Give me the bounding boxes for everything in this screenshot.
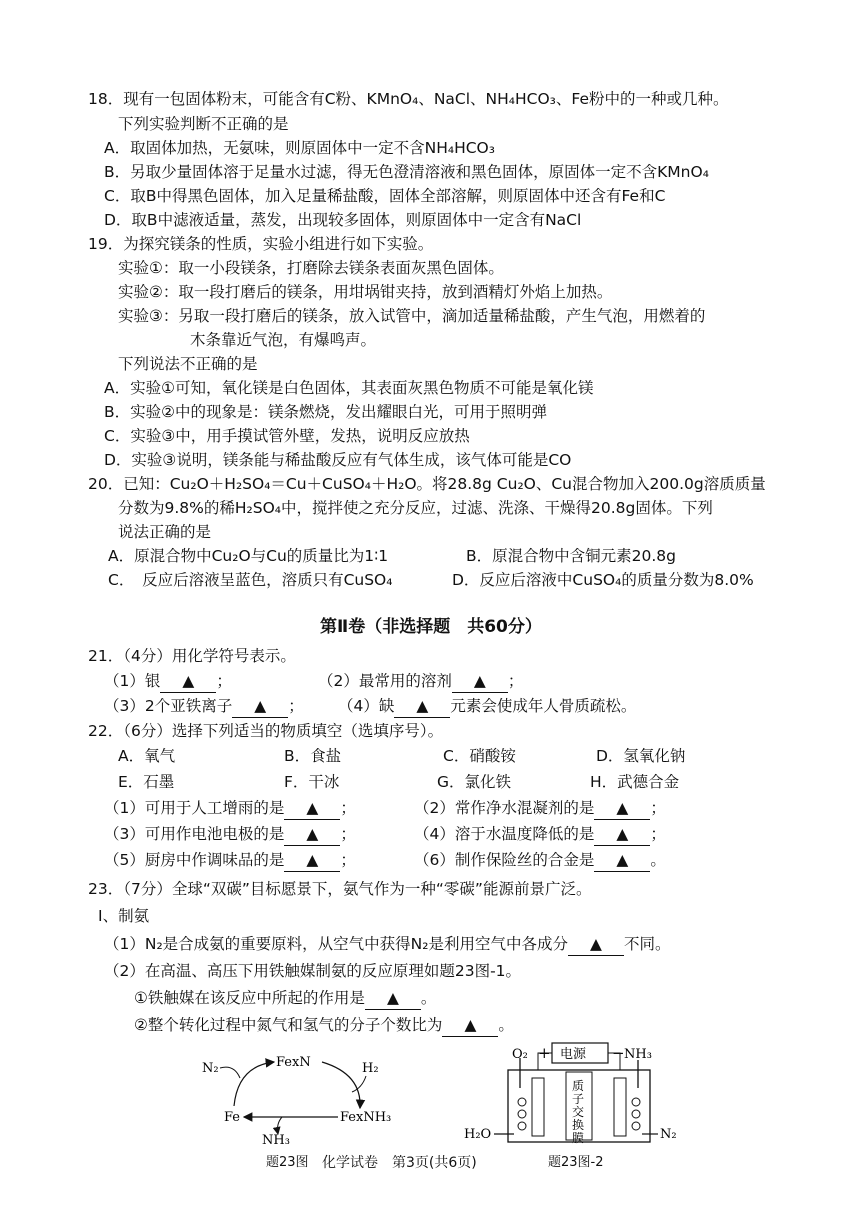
figure-23-1-caption: 题23图 <box>266 1155 309 1170</box>
q22-part-5: （5）厨房中作调味品的是 ▲ ； <box>104 849 356 872</box>
q23-part-2: （2）在高温、高压下用铁触媒制氨的反应原理如题23图-1。 <box>104 962 522 980</box>
q19-option-c: C．实验③中，用手摸试管外壁，发热，说明反应放热 <box>104 427 470 445</box>
q20-stem-2: 分数为9.8%的稀H₂SO₄中，搅拌使之充分反应，过滤、洗涤、干燥得20.8g固体。下列 <box>118 499 713 517</box>
answer-blank[interactable]: ▲ <box>594 823 650 846</box>
q22-part-6: （6）制作保险丝的合金是 ▲ 。 <box>414 849 666 872</box>
q18-option-c: C．取B中得黑色固体，加入足量稀盐酸，固体全部溶解，则原固体中还含有Fe和C <box>104 187 666 205</box>
q21-part-2: （2）最常用的溶剂 ▲ ； <box>318 670 523 693</box>
q23-part-1: （1）N₂是合成氨的重要原料，从空气中获得N₂是利用空气中各成分 ▲ 不同。 <box>104 933 671 956</box>
q19-exp3-cont: 木条靠近气泡，有爆鸣声。 <box>190 331 377 349</box>
q23-part-2-2: ②整个转化过程中氮气和氢气的分子个数比为 ▲ 。 <box>134 1014 514 1037</box>
answer-blank[interactable]: ▲ <box>284 849 340 872</box>
answer-blank[interactable]: ▲ <box>594 797 650 820</box>
q18-stem: 18．现有一包固体粉末，可能含有C粉、KMnO₄、NaCl、NH₄HCO₃、Fe粉中的一种或几种。 <box>88 90 729 108</box>
anode <box>532 1078 544 1136</box>
bubble <box>632 1110 640 1118</box>
q22-option: F．干冰 <box>284 773 340 791</box>
bubble <box>632 1098 640 1106</box>
membrane-char: 子 <box>572 1092 585 1106</box>
nh3-out-arrow <box>278 1117 283 1134</box>
q19-exp3: 实验③：另取一段打磨后的镁条，放入试管中，滴加适量稀盐酸，产生气泡，用燃着的 <box>118 307 706 325</box>
cathode <box>614 1078 626 1136</box>
nh3-label: NH₃ <box>262 1133 290 1148</box>
answer-blank[interactable]: ▲ <box>365 987 421 1010</box>
bubble <box>632 1122 640 1130</box>
q22-option: C．硝酸铵 <box>443 747 516 765</box>
section-heading: 第Ⅱ卷（非选择题 共60分） <box>320 617 542 637</box>
membrane-char: 膜 <box>572 1131 585 1145</box>
power-supply-label: 电源 <box>560 1047 587 1062</box>
q23-part-2-1: ①铁触媒在该反应中所起的作用是 ▲ 。 <box>134 987 436 1010</box>
q19-option-d: D．实验③说明，镁条能与稀盐酸反应有气体生成，该气体可能是CO <box>104 451 572 469</box>
membrane-char: 换 <box>572 1118 585 1132</box>
q19-option-a: A．实验①可知，氧化镁是白色固体，其表面灰黑色物质不可能是氧化镁 <box>104 379 594 397</box>
q21-stem: 21．（4分）用化学符号表示。 <box>88 647 296 665</box>
fexnh3-label: FexNH₃ <box>340 1110 392 1125</box>
bubble <box>518 1110 526 1118</box>
q18-option-d: D．取B中滤液适量，蒸发，出现较多固体，则原固体中一定含有NaCl <box>104 211 582 229</box>
cycle-arrow-2 <box>322 1062 360 1108</box>
q21-part-1: （1）银 ▲ ； <box>104 670 232 693</box>
fexn-label: FexN <box>276 1055 311 1070</box>
q22-option: A．氧气 <box>118 747 176 765</box>
q20-option-b: B．原混合物中含铜元素20.8g <box>466 547 676 565</box>
plus-sign: + <box>538 1044 551 1062</box>
q19-exp2: 实验②：取一段打磨后的镁条，用坩埚钳夹持，放到酒精灯外焰上加热。 <box>118 283 613 301</box>
q22-option: G．氯化铁 <box>437 773 512 791</box>
q22-option: E．石墨 <box>118 773 175 791</box>
cycle-arrow-1 <box>234 1062 274 1106</box>
h2-label: H₂ <box>362 1061 379 1076</box>
q21-part-3: （3）2个亚铁离子 ▲ ； <box>104 695 304 718</box>
answer-blank[interactable]: ▲ <box>284 823 340 846</box>
q22-part-4: （4）溶于水温度降低的是 ▲ ； <box>414 823 666 846</box>
n2-label: N₂ <box>202 1061 219 1076</box>
q20-option-c: C． 反应后溶液呈蓝色，溶质只有CuSO₄ <box>108 571 393 589</box>
q22-option: H．武德合金 <box>590 773 680 791</box>
q21-part-4: （4）缺 ▲ 元素会使成年人骨质疏松。 <box>338 695 636 718</box>
h2o-label: H₂O <box>464 1127 492 1142</box>
q23-stem: 23．（7分）全球“双碳”目标愿景下，氨气作为一种“零碳”能源前景广泛。 <box>88 880 592 898</box>
q19-exp1: 实验①：取一小段镁条，打磨除去镁条表面灰黑色固体。 <box>118 259 504 277</box>
q19-stem: 19．为探究镁条的性质，实验小组进行如下实验。 <box>88 235 434 253</box>
n2-label: N₂ <box>660 1127 677 1142</box>
q19-option-b: B．实验②中的现象是：镁条燃烧，发出耀眼白光，可用于照明弹 <box>104 403 548 421</box>
q20-stem: 20．已知：Cu₂O＋H₂SO₄＝Cu＋CuSO₄＋H₂O。将28.8g Cu₂O、Cu混合物加入200.0g溶质质量 <box>88 475 766 493</box>
answer-blank[interactable]: ▲ <box>232 695 288 718</box>
answer-blank[interactable]: ▲ <box>442 1014 498 1037</box>
membrane-char: 交 <box>572 1105 585 1119</box>
q20-option-a: A．原混合物中Cu₂O与Cu的质量比为1∶1 <box>108 547 389 565</box>
minus-sign: − <box>612 1044 625 1062</box>
bubble <box>518 1098 526 1106</box>
q23-part-heading: Ⅰ、制氨 <box>98 907 150 925</box>
q22-option: B．食盐 <box>284 747 342 765</box>
q22-stem: 22．（6分）选择下列适当的物质填空（选填序号）。 <box>88 722 444 740</box>
q18-option-a: A．取固体加热，无氨味，则原固体中一定不含NH₄HCO₃ <box>104 139 495 157</box>
q20-option-d: D．反应后溶液中CuSO₄的质量分数为8.0% <box>452 571 754 589</box>
q18-option-b: B．另取少量固体溶于足量水过滤，得无色澄清溶液和黑色固体，原固体一定不含KMnO₄ <box>104 163 709 181</box>
q18-ask: 下列实验判断不正确的是 <box>118 115 289 133</box>
q22-option: D．氢氧化钠 <box>596 747 686 765</box>
q22-part-3: （3）可用作电池电极的是 ▲ ； <box>104 823 356 846</box>
q22-part-1: （1）可用于人工增雨的是 ▲ ； <box>104 797 356 820</box>
figure-23-1 <box>190 1044 420 1154</box>
answer-blank[interactable]: ▲ <box>394 695 450 718</box>
fe-label: Fe <box>224 1110 241 1125</box>
answer-blank[interactable]: ▲ <box>568 933 624 956</box>
n2-in-arrow <box>220 1067 240 1078</box>
figure-23-2-caption: 题23图-2 <box>548 1155 604 1170</box>
q19-ask: 下列说法不正确的是 <box>118 355 258 373</box>
q20-ask: 说法正确的是 <box>118 523 212 541</box>
page-footer: 化学试卷 第3页(共6页) <box>322 1155 477 1171</box>
answer-blank[interactable]: ▲ <box>160 670 216 693</box>
answer-blank[interactable]: ▲ <box>594 849 650 872</box>
figure-23-2 <box>462 1040 692 1152</box>
o2-label: O₂ <box>512 1047 528 1062</box>
bubble <box>518 1122 526 1130</box>
answer-blank[interactable]: ▲ <box>452 670 508 693</box>
nh3-label: NH₃ <box>624 1047 652 1062</box>
answer-blank[interactable]: ▲ <box>284 797 340 820</box>
membrane-char: 质 <box>572 1079 585 1093</box>
q22-part-2: （2）常作净水混凝剂的是 ▲ ； <box>414 797 666 820</box>
